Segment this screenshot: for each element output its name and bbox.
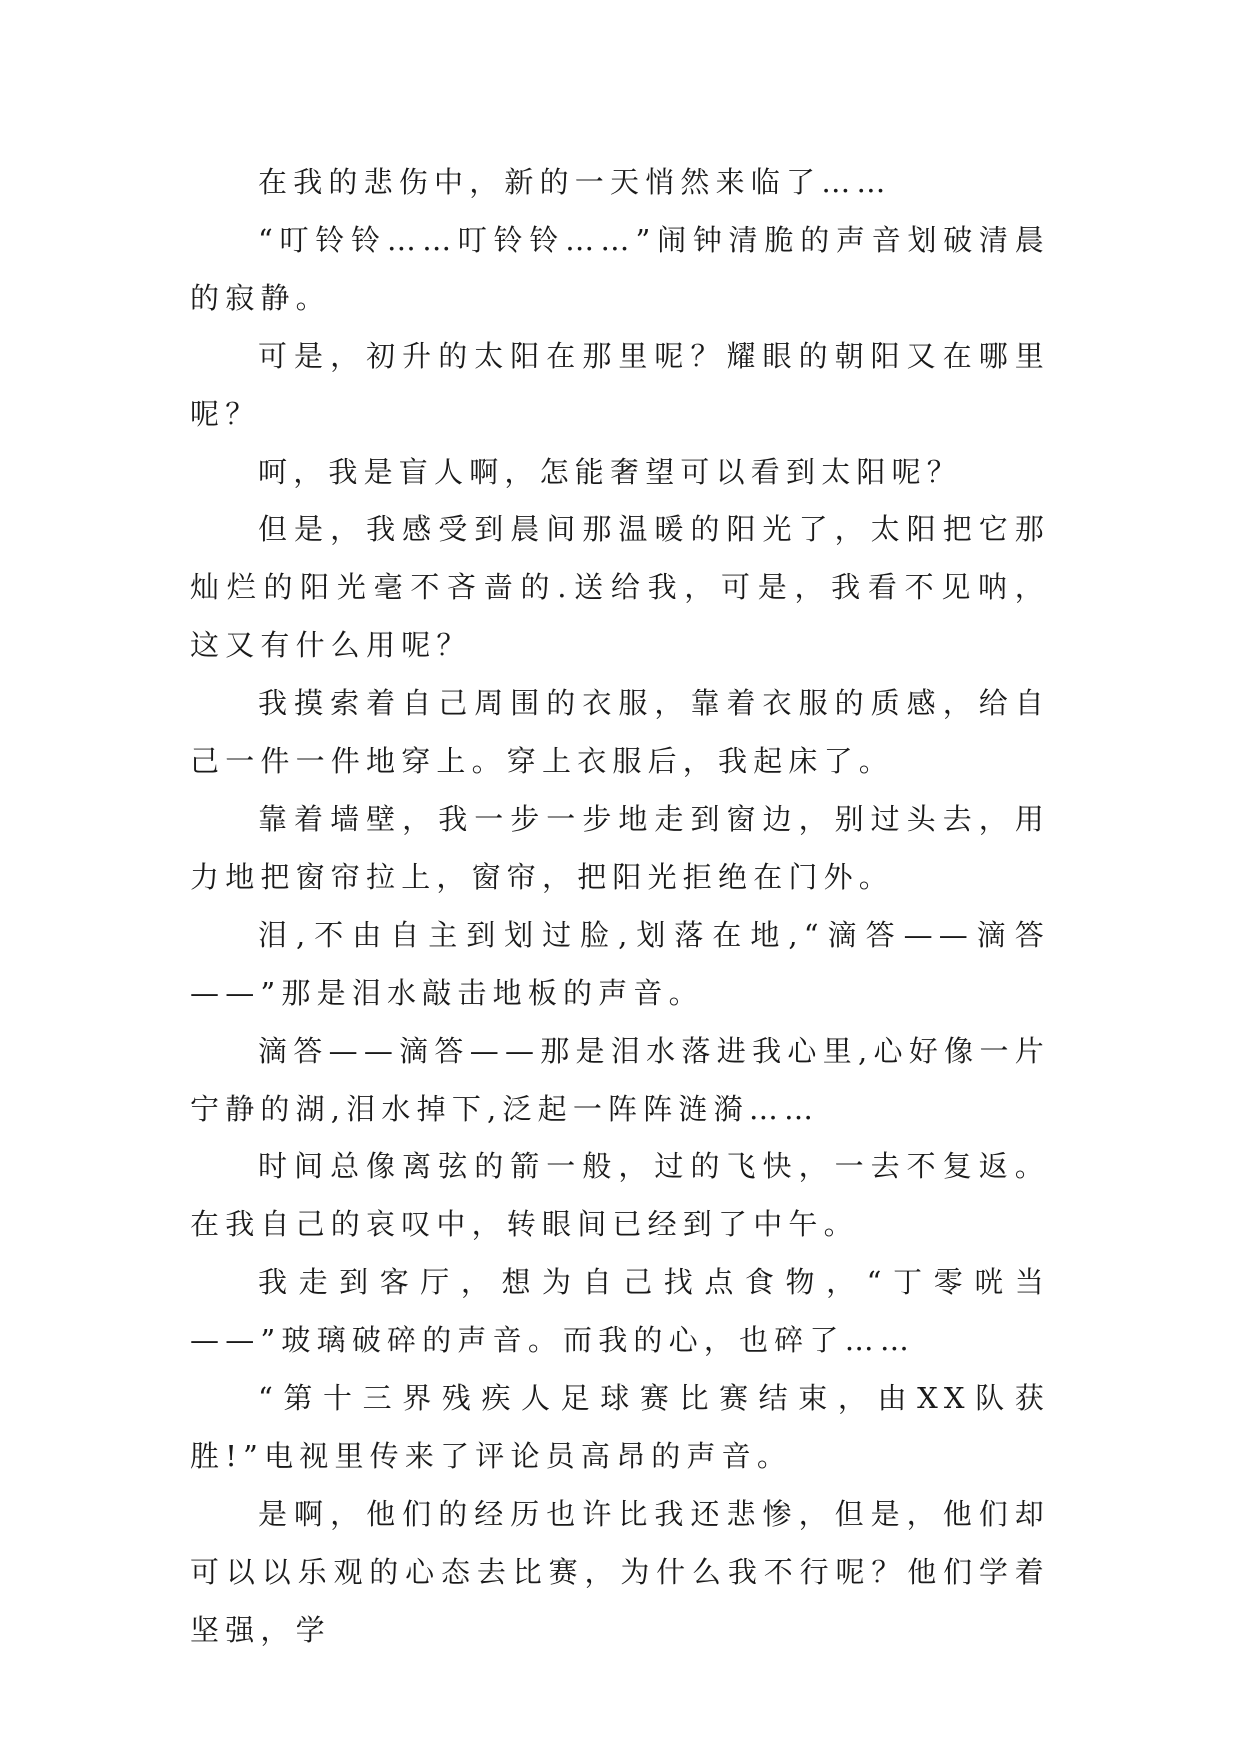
paragraph-7: 靠着墙壁，我一步一步地走到窗边，别过头去，用力地把窗帘拉上，窗帘，把阳光拒绝在门外。 bbox=[190, 801, 1050, 894]
paragraph-4: 呵，我是盲人啊，怎能奢望可以看到太阳呢？ bbox=[258, 454, 963, 489]
paragraph-6: 我摸索着自己周围的衣服，靠着衣服的质感，给自己一件一件地穿上。穿上衣服后，我起床了。 bbox=[190, 686, 1050, 779]
paragraph-10: 时间总像离弦的箭一般，过的飞快，一去不复返。在我自己的哀叹中，转眼间已经到了中午。 bbox=[190, 1149, 1050, 1242]
paragraph-3: 可是，初升的太阳在那里呢？耀眼的朝阳又在哪里呢？ bbox=[190, 338, 1050, 431]
paragraph-2: “叮铃铃……叮铃铃……”闹钟清脆的声音划破清晨的寂静。 bbox=[190, 222, 1050, 315]
paragraph-5: 但是，我感受到晨间那温暖的阳光了，太阳把它那灿烂的阳光毫不吝啬的.送给我，可是，我看不见呐，这又有什么用呢？ bbox=[190, 512, 1050, 663]
paragraph-9: 滴答——滴答——那是泪水落进我心里,心好像一片宁静的湖,泪水掉下,泛起一阵阵涟漪…… bbox=[190, 1033, 1050, 1126]
paragraph-8: 泪,不由自主到划过脸,划落在地,“滴答——滴答——”那是泪水敲击地板的声音。 bbox=[190, 917, 1050, 1010]
paragraph-11: 我走到客厅，想为自己找点食物，“丁零咣当——”玻璃破碎的声音。而我的心，也碎了…… bbox=[190, 1265, 1050, 1358]
body-text bbox=[190, 154, 1050, 1660]
paragraph-12: “第十三界残疾人足球赛比赛结束，由XX队获胜!”电视里传来了评论员高昂的声音。 bbox=[190, 1381, 1050, 1473]
paragraph-1: 在我的悲伤中，新的一天悄然来临了…… bbox=[258, 165, 892, 199]
paragraph-13: 是啊，他们的经历也许比我还悲惨，但是，他们却可以以乐观的心态去比赛，为什么我不行呢？他们学着坚强，学 bbox=[190, 1496, 1050, 1647]
